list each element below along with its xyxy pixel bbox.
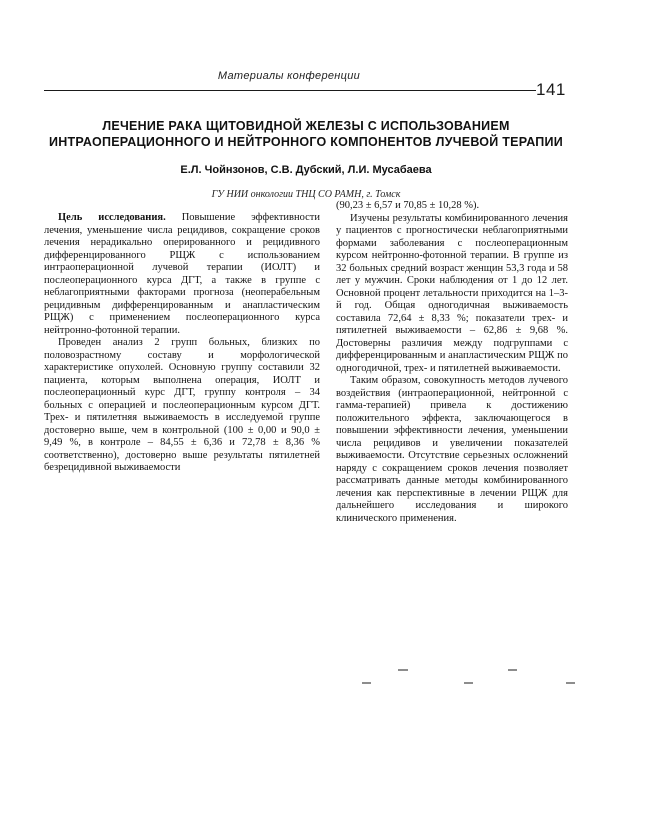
- right-text-column: [336, 200, 568, 525]
- stray-dash-mark: [398, 669, 408, 671]
- paragraph-results: Изучены результаты комбинированного лечения у пациентов с прогностически неблагоприятными формами заболевания с послеоперационным курсом нейтронно-фотонной терапии. В группе из 32 больных средний возраст женщин 53,3 года и 58 лет у мужчин. Сроки наблюдения от 1 до 12 лет. Основной процент летальности приходится на 1–3-й год. Общая одногодичная выживаемость составила 72,64 ± 8,33 %; показатели трех- и пятилетней выживаемости – 62,86 ± 9,68 %. Достоверны различия между подгруппами с дифференцированным и анапластическим РЩЖ по одногодичной, трех- и пятилетней выживаемости.: [336, 212, 568, 374]
- paragraph-goal: [44, 212, 320, 337]
- header-rule: [44, 90, 536, 91]
- page-number: 141: [536, 80, 566, 99]
- article-title-line-2: ИНТРАОПЕРАЦИОННОГО И НЕЙТРОННОГО КОМПОНЕНТОВ ЛУЧЕВОЙ ТЕРАПИИ: [48, 135, 564, 149]
- article-title-line-1: ЛЕЧЕНИЕ РАКА ЩИТОВИДНОЙ ЖЕЛЕЗЫ С ИСПОЛЬЗОВАНИЕМ: [102, 119, 510, 133]
- paragraph-goal-text: Повышение эффективности лечения, уменьшение числа рецидивов, сокращение сроков лечения нерадикально оперированного и рецидивного дифференцированного РЩЖ с использованием интраоперационной лучевой терапии (ИОЛТ) и послеоперационного курса ДГТ, а также в группе с неблагоприятными факторами прогноза (неоперабельным рецидивным дифференцированным и анапластическим РЩЖ) с применением послеоперационного курса нейтронно-фотонной терапии.: [44, 212, 320, 336]
- stray-dash-mark: [508, 669, 517, 671]
- paragraph-goal-lead: Цель исследования.: [58, 212, 166, 223]
- article-title: [44, 118, 568, 150]
- affiliation-line: ГУ НИИ онкологии ТНЦ СО РАМН, г. Томск: [211, 189, 401, 200]
- paragraph-analysis: Проведен анализ 2 групп больных, близких по половозрастному составу и морфологической характеристике опухолей. Основную группу составили 32 пациента, которым выполнена операция, ИОЛТ и послеоперационный курс ДГТ, группу контроля – 34 больных с операцией и послеоперационным курсом ДГТ. Трех- и пятилетняя выживаемость в исследуемой группе достоверно выше, чем в контрольной (100 ± 0,00 и 90,0 ± 9,49 %, в контроле – 84,55 ± 6,36 и 72,78 ± 8,36 % соответственно), достоверно выше результаты пятилетней безрецидивной выживаемости: [44, 337, 320, 473]
- authors-line: Е.Л. Чойнзонов, С.В. Дубский, Л.И. Мусабаева: [180, 164, 432, 176]
- stray-dash-mark: [464, 682, 473, 684]
- paragraph-analysis-continuation: (90,23 ± 6,57 и 70,85 ± 10,28 %).: [336, 200, 480, 211]
- stray-dash-mark: [566, 682, 575, 684]
- left-text-column: [44, 212, 320, 475]
- stray-dash-mark: [362, 682, 371, 684]
- running-head: Материалы конференции: [217, 70, 361, 82]
- paragraph-conclusion: Таким образом, совокупность методов лучевого воздействия (интраоперационной, нейтронной с гамма-терапией) привела к достижению положительного эффекта, заключающегося в повышении эффективности лечения, уменьшении числа рецидивов и увеличении показателей выживаемости. Отсутствие серьезных осложнений наряду с сокращением сроков лечения позволяет рассматривать данные методы комбинированного лечения как перспективные в лечении РЩЖ для дальнейшего исследования и широкого клинического применения.: [336, 375, 568, 524]
